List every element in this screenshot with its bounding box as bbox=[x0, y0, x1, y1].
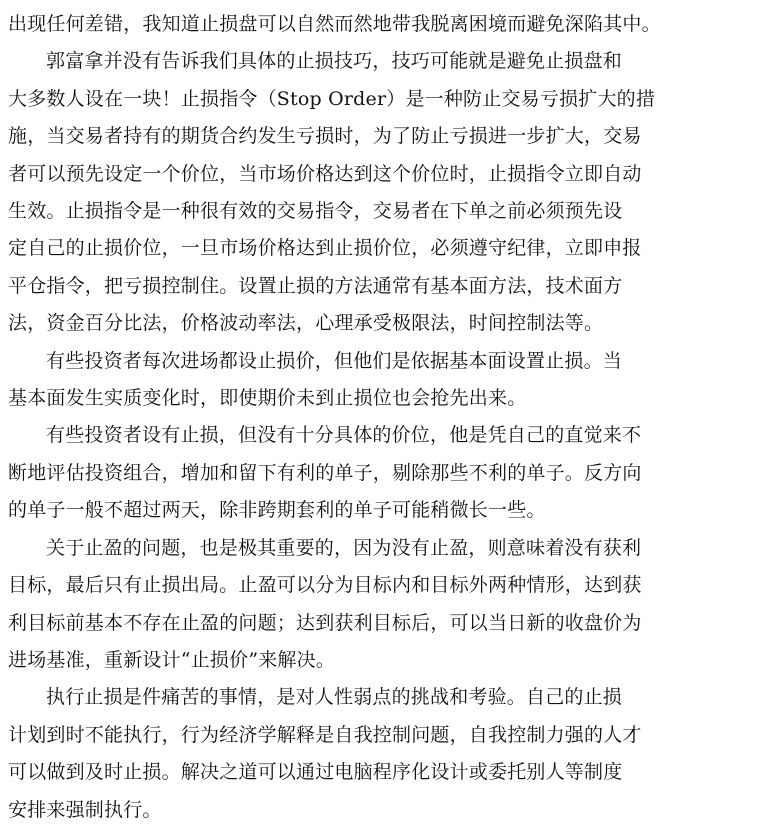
text-line: 关于止盈的问题，也是极其重要的，因为没有止盈，则意味着没有获利 bbox=[46, 536, 642, 559]
text-line: 有些投资者设有止损，但没有十分具体的价位，他是凭自己的直觉来不 bbox=[46, 424, 642, 447]
text-line: 可以做到及时止损。解决之道可以通过电脑程序化设计或委托别人等制度 bbox=[8, 761, 623, 784]
text-line: 者可以预先设定一个价位，当市场价格达到这个价位时，止损指令立即自动 bbox=[8, 162, 642, 185]
body-text bbox=[8, 6, 750, 829]
text-line: 断地评估投资组合，增加和留下有利的单子，剔除那些不利的单子。反方向 bbox=[8, 461, 642, 484]
text-line: 基本面发生实质变化时，即使期价未到止损位也会抢先出来。 bbox=[8, 387, 527, 410]
text-line: 法，资金百分比法，价格波动率法，心理承受极限法，时间控制法等。 bbox=[8, 312, 604, 335]
text-line: 定自己的止损价位，一旦市场价格达到止损价位，必须遵守纪律，立即申报 bbox=[8, 237, 642, 260]
text-line: 的单子一般不超过两天，除非跨期套利的单子可能稍微长一些。 bbox=[8, 499, 546, 522]
text-line: 计划到时不能执行，行为经济学解释是自我控制问题，自我控制力强的人才 bbox=[8, 723, 642, 746]
text-line: 目标，最后只有止损出局。止盈可以分为目标内和目标外两种情形，达到获 bbox=[8, 574, 642, 597]
text-line: 生效。止损指令是一种很有效的交易指令，交易者在下单之前必须预先设 bbox=[8, 200, 623, 223]
text-line: 平仓指令，把亏损控制住。设置止损的方法通常有基本面方法，技术面方 bbox=[8, 274, 623, 297]
text-line: 执行止损是件痛苦的事情，是对人性弱点的挑战和考验。自己的止损 bbox=[46, 686, 623, 709]
text-line: 进场基准，重新设计“止损价”来解决。 bbox=[8, 648, 336, 671]
paragraph-6 bbox=[8, 679, 750, 829]
text-line: 有些投资者每次进场都设止损价，但他们是依据基本面设置止损。当 bbox=[46, 349, 623, 372]
text-line: 出现任何差错，我知道止损盘可以自然而然地带我脱离困境而避免深陷其中。 bbox=[8, 13, 661, 35]
paragraph-2 bbox=[8, 43, 750, 342]
paragraph-3 bbox=[8, 343, 750, 418]
text-line: 施，当交易者持有的期货合约发生亏损时，为了防止亏损进一步扩大，交易 bbox=[8, 125, 642, 148]
text-line: 安排来强制执行。 bbox=[8, 798, 162, 821]
text-line: 利目标前基本不存在止盈的问题；达到获利目标后，可以当日新的收盘价为 bbox=[8, 611, 642, 634]
paragraph-1 bbox=[8, 6, 750, 43]
paragraph-4 bbox=[8, 417, 750, 529]
text-line: 郭富拿并没有告诉我们具体的止损技巧，技巧可能就是避免止损盘和 bbox=[46, 50, 623, 73]
paragraph-5 bbox=[8, 530, 750, 680]
text-line: 大多数人设在一块！止损指令（Stop Order）是一种防止交易亏损扩大的措 bbox=[8, 87, 656, 110]
